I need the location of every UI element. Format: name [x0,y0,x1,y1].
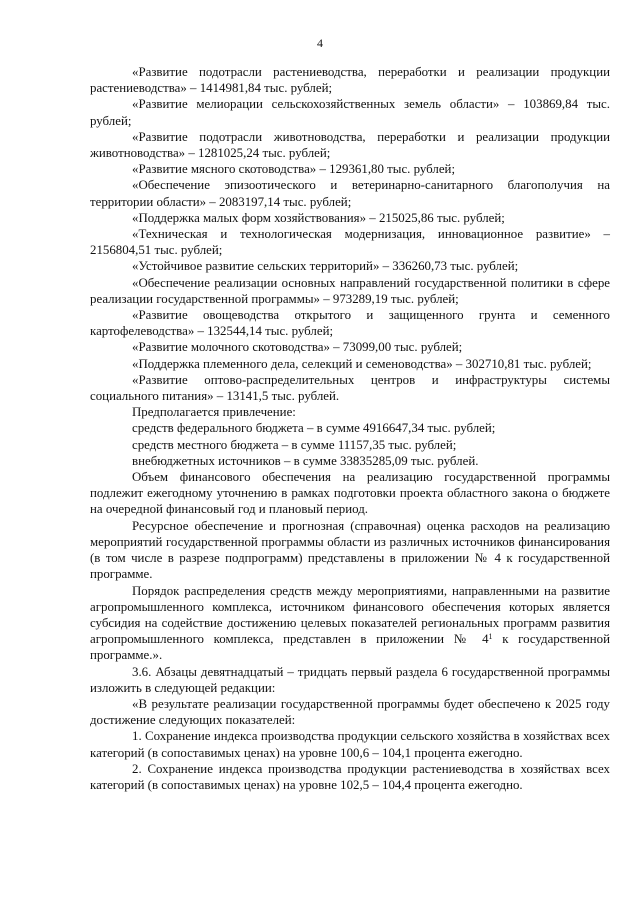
paragraph-distribution-order [90,583,610,664]
paragraph-plant-growing: «Развитие подотрасли растениеводства, переработки и реализации продукции растениеводства» – 1414981,84 тыс. рублей; [90,65,610,96]
page-number: 4 [317,36,323,50]
paragraph-melioration: «Развитие мелиорации сельскохозяйственных земель области» – 103869,84 тыс. рублей; [90,97,610,128]
paragraph-dairy-cattle: «Развитие молочного скотоводства» – 73099,00 тыс. рублей; [132,340,463,355]
paragraph-local-budget: средств местного бюджета – в сумме 11157,35 тыс. рублей; [132,437,457,452]
document-body [90,64,610,793]
paragraph-small-farms: «Поддержка малых форм хозяйствования» – 215025,86 тыс. рублей; [132,210,505,225]
paragraph-indicator-1: 1. Сохранение индекса производства продукции сельского хозяйства в хозяйствах всех категорий (в сопоставимых ценах) на уровне 100,6 – 104,1 процента ежегодно. [90,729,610,760]
order-text-before: Порядок распределения средств между мероприятиями, направленными на развитие агропромышленного комплекса, источником финансового обеспечения которых является субсидия на содействие достижению целевых показателей региональных программ развития агропромышленного комплекса, представлен в приложении № 4 [90,583,610,647]
paragraph-state-policy: «Обеспечение реализации основных направлений государственной политики в сфере реализации государственной программы» – 973289,19 тыс. рублей; [90,275,610,306]
paragraph-breeding: «Поддержка племенного дела, селекций и семеноводства» – 302710,81 тыс. рублей; [132,356,592,371]
paragraph-vegetables-potato: «Развитие овощеводства открытого и защищенного грунта и семенного картофелеводства» – 132544,14 тыс. рублей; [90,308,610,339]
paragraph-financing-volume: Объем финансового обеспечения на реализацию государственной программы подлежит ежегодному уточнению в рамках подготовки проекта областного закона о бюджете на очередной финансовый год и плановый период. [90,470,610,517]
order-superscript: 1 [488,632,493,642]
paragraph-resource-provision: Ресурсное обеспечение и прогнозная (справочная) оценка расходов на реализацию мероприятий государственной программы области из различных источников финансирования (в том числе в разрезе подпрограмм) представлены в приложении № 4 к государственной программе. [90,518,610,582]
paragraph-indicator-2: 2. Сохранение индекса производства продукции растениеводства в хозяйствах всех категорий (в сопоставимых ценах) на уровне 102,5 – 104,4 процента ежегодно. [90,761,610,792]
paragraph-modernization: «Техническая и технологическая модернизация, инновационное развитие» – 2156804,51 тыс. рублей; [90,227,610,258]
paragraph-beef-cattle: «Развитие мясного скотоводства» – 129361,80 тыс. рублей; [132,162,456,177]
paragraph-distribution-centers: «Развитие оптово-распределительных центров и инфраструктуры системы социального питания» – 13141,5 тыс. рублей. [90,372,610,404]
paragraph-veterinary: «Обеспечение эпизоотического и ветеринарно-санитарного благополучия на территории области» – 2083197,14 тыс. рублей; [90,178,610,209]
paragraph-attraction-intro: Предполагается привлечение: [132,405,296,420]
paragraph-rural-territories: «Устойчивое развитие сельских территорий» – 336260,73 тыс. рублей; [132,259,519,274]
paragraph-extrabudgetary: внебюджетных источников – в сумме 33835285,09 тыс. рублей. [132,453,479,468]
paragraph-federal-budget: средств федерального бюджета – в сумме 4916647,34 тыс. рублей; [132,421,496,436]
order-text-after: к государственной программе.». [90,632,610,663]
paragraph-section-3-6: 3.6. Абзацы девятнадцатый – тридцать первый раздела 6 государственной программы изложить в следующей редакции: [90,664,610,695]
paragraph-livestock: «Развитие подотрасли животноводства, переработки и реализации продукции животноводства» – 1281025,24 тыс. рублей; [90,129,610,161]
paragraph-results-intro: «В результате реализации государственной программы будет обеспечено к 2025 году достижение следующих показателей: [90,696,610,728]
